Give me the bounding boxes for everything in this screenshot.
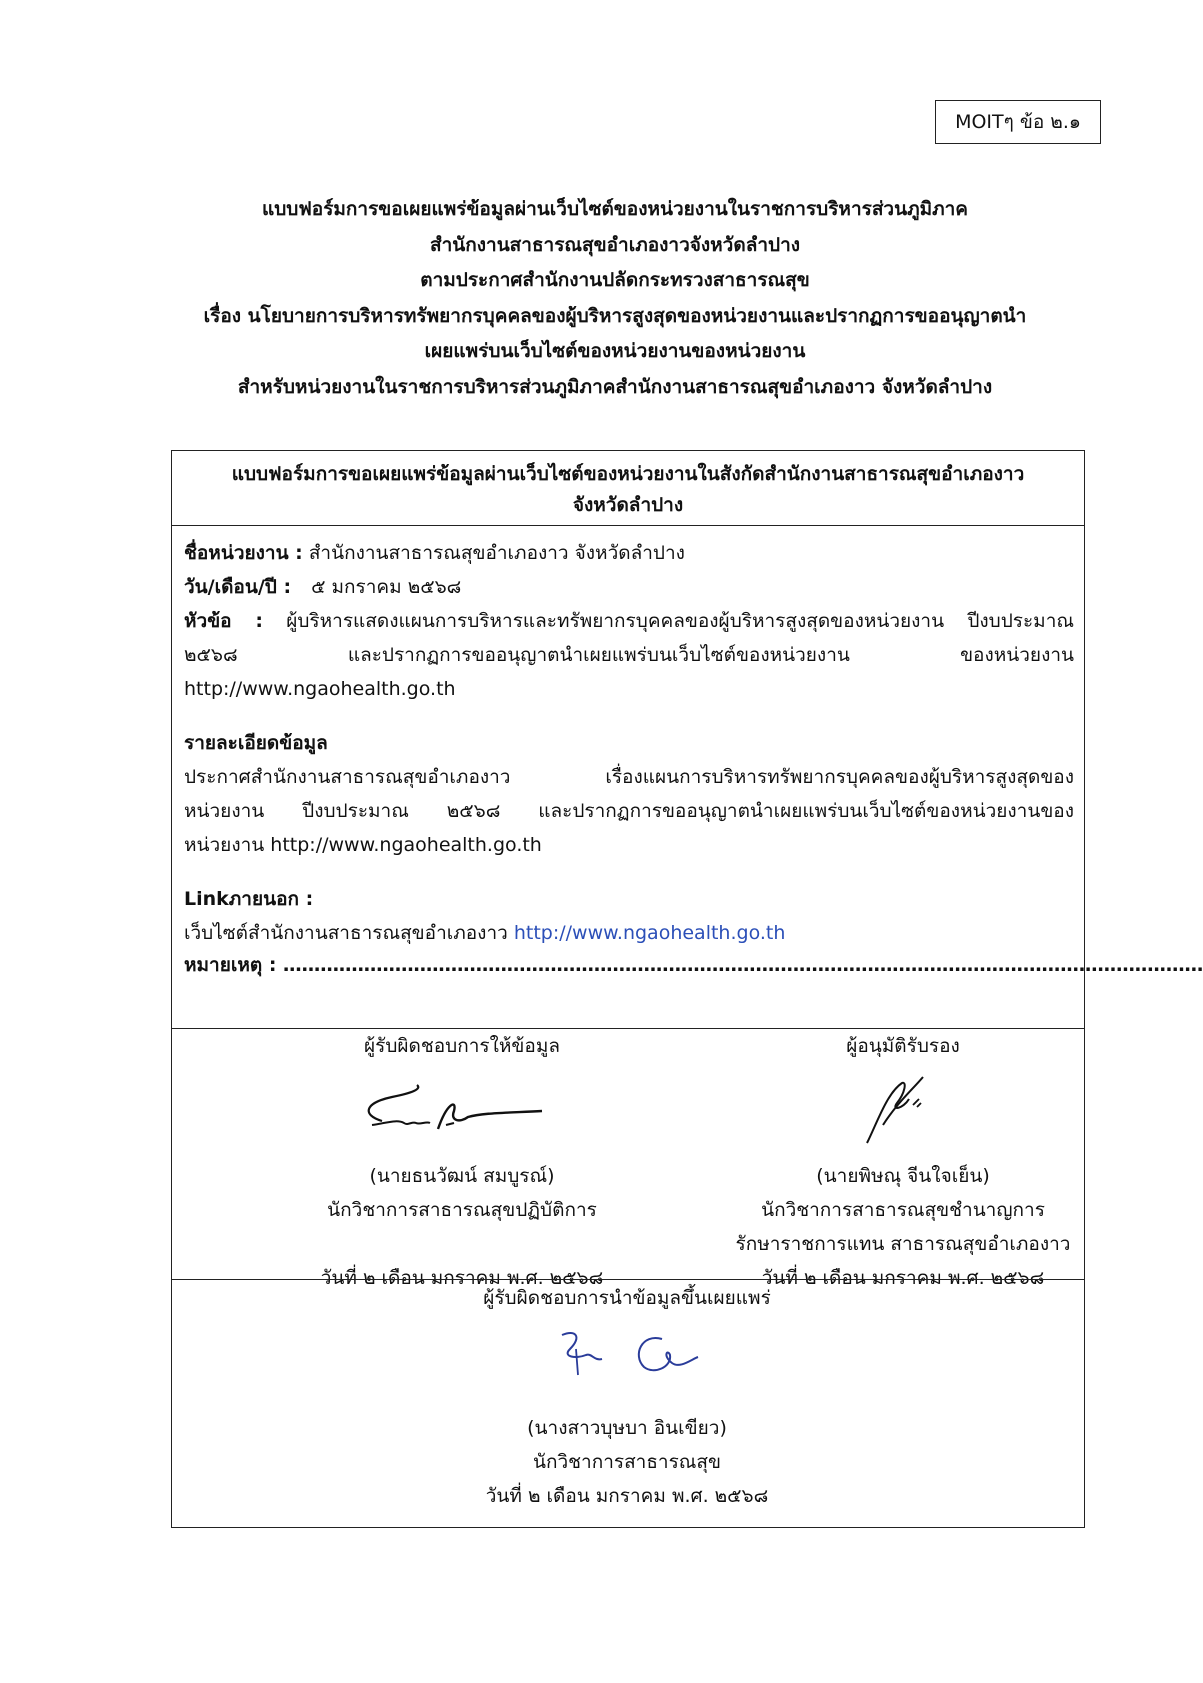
header-line-1: แบบฟอร์มการขอเผยแพร่ข้อมูลผ่านเว็บไซต์ของหน่วยงานในราชการบริหารส่วนภูมิภาค [261, 198, 969, 220]
external-link[interactable]: http://www.ngaohealth.go.th [513, 922, 786, 944]
date-value: ๕ มกราคม ๒๕๖๘ [311, 576, 462, 598]
date-label: วัน/เดือน/ปี : [184, 576, 292, 598]
signature-left [272, 1029, 652, 1295]
header-line-6: สำหรับหน่วยงานในราชการบริหารส่วนภูมิภาคสำนักงานสาธารณสุขอำเภองาว จังหวัดลำปาง [237, 375, 993, 398]
header-line-2: สำนักงานสาธารณสุขอำเภองาวจังหวัดลำปาง [429, 233, 801, 256]
publisher-name: (นางสาวบุษบา อินเขียว) [527, 1417, 727, 1439]
spacer [184, 706, 1074, 726]
unit-label: ชื่อหน่วยงาน : [184, 542, 303, 564]
signer-date: วันที่ ๒ เดือน มกราคม พ.ศ. ๒๕๖๘ [320, 1267, 604, 1289]
signer-spacer [272, 1227, 652, 1261]
form-body [184, 536, 1203, 980]
handwritten-signature-icon [342, 1063, 582, 1153]
note-row [184, 950, 1203, 980]
approver-role: ผู้อนุมัติรับรอง [846, 1035, 960, 1057]
detail-line-3: หน่วยงาน http://www.ngaohealth.go.th [184, 834, 542, 856]
handwritten-signature-icon [847, 1063, 967, 1153]
document-code-box [935, 100, 1101, 144]
signer-role: ผู้รับผิดชอบการให้ข้อมูล [364, 1035, 560, 1057]
date-row [184, 570, 1074, 604]
publisher-role: ผู้รับผิดชอบการนำข้อมูลขึ้นเผยแพร่ [483, 1287, 771, 1309]
approver-acting: รักษาราชการแทน สาธารณสุขอำเภองาว [735, 1233, 1071, 1255]
publisher-date: วันที่ ๒ เดือน มกราคม พ.ศ. ๒๕๖๘ [485, 1485, 769, 1507]
approver-position: นักวิชาการสาธารณสุขชำนาญการ [761, 1199, 1045, 1221]
header-line-4: เรื่อง นโยบายการบริหารทรัพยากรบุคคลของผู้บริหารสูงสุดของหน่วยงานและปรากฏการขออนุญาตนำ [203, 304, 1027, 327]
unit-value: สำนักงานสาธารณสุขอำเภองาว จังหวัดลำปาง [308, 542, 685, 564]
section-divider-2 [172, 1279, 1084, 1280]
header-line-3: ตามประกาศสำนักงานปลัดกระทรวงสาธารณสุข [420, 269, 810, 291]
detail-line-1: ประกาศสำนักงานสาธารณสุขอำเภองาว เรื่องแผนการบริหารทรัพยากรบุคคลของผู้บริหารสูงสุดของ [184, 766, 1074, 788]
handwritten-signature-icon [532, 1315, 732, 1405]
spacer [184, 862, 1074, 882]
document-header [150, 192, 1080, 405]
topic-row-2: ๒๕๖๘ และปรากฏการขออนุญาตนำเผยแพร่บนเว็บไซต์ของหน่วยงาน ของหน่วยงาน [184, 644, 1074, 666]
topic-line-1: ผู้บริหารแสดงแผนการบริหารและทรัพยากรบุคคลของผู้บริหารสูงสุดของหน่วยงาน ปีงบประมาณ [286, 610, 1075, 632]
approver-name: (นายพิษณุ จีนใจเย็น) [816, 1165, 990, 1187]
signer-name: (นายธนวัฒน์ สมบูรณ์) [369, 1165, 555, 1187]
form-title [172, 451, 1084, 526]
document-code: MOITๆ ข้อ ๒.๑ [955, 111, 1081, 133]
external-link-label: Linkภายนอก : [184, 888, 314, 910]
form-title-line-2: จังหวัดลำปาง [572, 494, 684, 516]
note-dots: .................................................................................................................................................... [282, 954, 1203, 976]
unit-row [184, 536, 1074, 570]
topic-label: หัวข้อ : [184, 610, 263, 632]
approver-signature-image [732, 1063, 1074, 1159]
signature-image [272, 1063, 652, 1159]
form-title-line-1: แบบฟอร์มการขอเผยแพร่ข้อมูลผ่านเว็บไซต์ของหน่วยงานในสังกัดสำนักงานสาธารณสุขอำเภองาว [231, 463, 1025, 485]
note-label: หมายเหตุ : [184, 954, 277, 976]
form-frame [171, 450, 1203, 1528]
publisher-signature-image [402, 1315, 852, 1411]
header-line-5: เผยแพร่บนเว็บไซต์ของหน่วยงานของหน่วยงาน [424, 340, 806, 362]
external-link-row [184, 916, 1074, 950]
signature-bottom [402, 1281, 852, 1513]
approver-date: วันที่ ๒ เดือน มกราคม พ.ศ. ๒๕๖๘ [761, 1267, 1045, 1289]
external-link-prefix: เว็บไซต์สำนักงานสาธารณสุขอำเภองาว [184, 922, 508, 944]
topic-row-3: http://www.ngaohealth.go.th [184, 678, 456, 700]
detail-line-2: หน่วยงาน ปีงบประมาณ ๒๕๖๘ และปรากฏการขออนุญาตนำเผยแพร่บนเว็บไซต์ของหน่วยงานของ [184, 800, 1074, 822]
signer-position: นักวิชาการสาธารณสุขปฏิบัติการ [327, 1199, 597, 1221]
detail-label: รายละเอียดข้อมูล [184, 732, 328, 754]
signature-right [732, 1029, 1074, 1295]
topic-row-1 [184, 604, 1074, 638]
publisher-position: นักวิชาการสาธารณสุข [532, 1451, 722, 1473]
